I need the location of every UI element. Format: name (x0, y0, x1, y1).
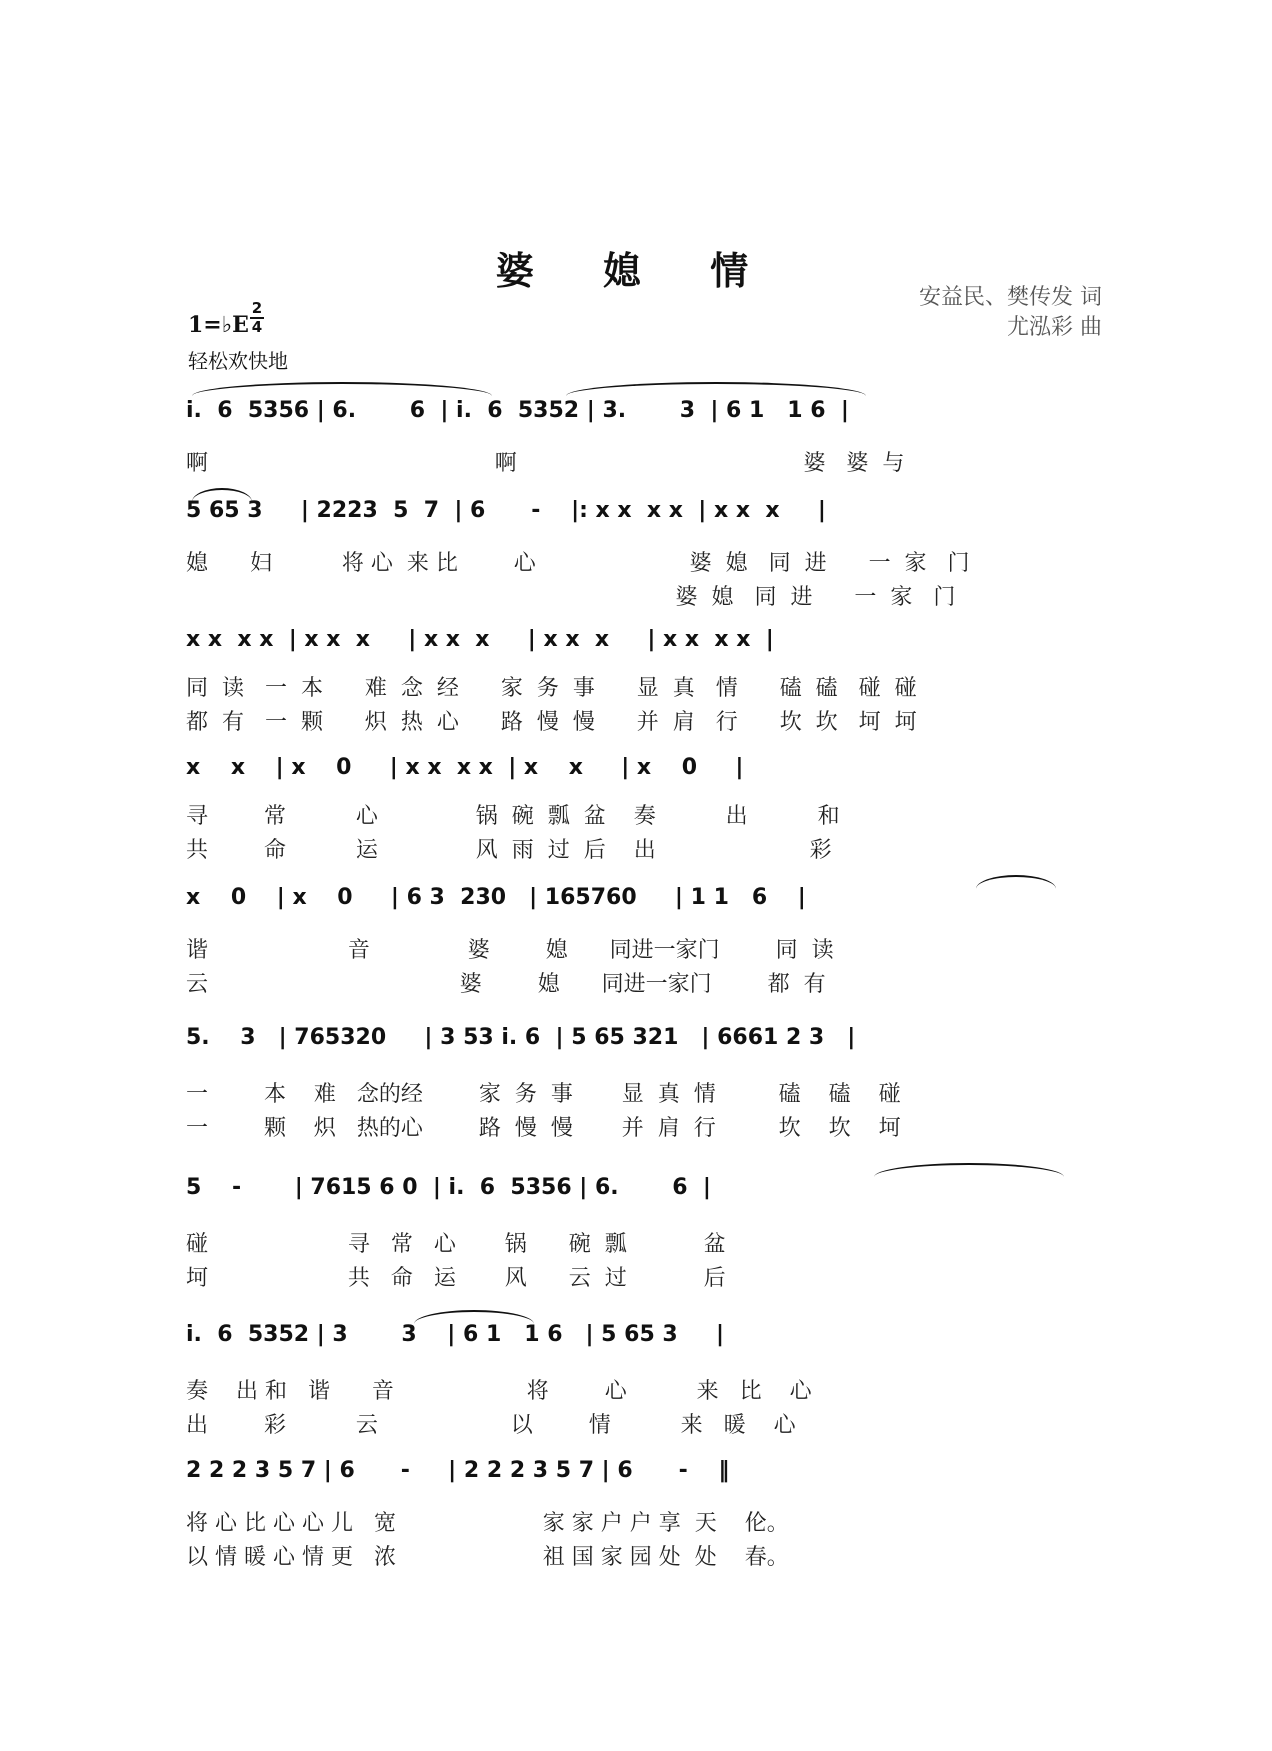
notation-line: x 0 | x 0 | 6 3 230 | 165760 | 1 1 6 | (186, 885, 806, 910)
lyrics-verse-2: 坷 共 命 运 风 云 过 后 (186, 1266, 726, 1291)
lyrics-verse-2: 一 颗 炽 热的心 路 慢 慢 并 肩 行 坎 坎 坷 (186, 1116, 901, 1141)
notation-line: 5. 3 | 765320 | 3 53 i. 6 | 5 65 321 | 6661 2 3 | (186, 1025, 856, 1050)
notation-line: x x | x 0 | x x x x | x x | x 0 | (186, 755, 744, 780)
lyrics-verse-1: 将 心 比 心 心 儿 宽 家 家 户 户 享 天 伦。 (186, 1511, 789, 1536)
lyrics-verse-1: 一 本 难 念的经 家 务 事 显 真 情 磕 磕 碰 (186, 1082, 901, 1107)
lyrics-verse-1: 同 读 一 本 难 念 经 家 务 事 显 真 情 磕 磕 碰 碰 (186, 676, 917, 701)
notation-line: i. 6 5356 | 6. 6 | i. 6 5352 | 3. 3 | 6 1 1 6 | (186, 398, 849, 423)
lyrics-verse-1: 碰 寻 常 心 锅 碗 瓢 盆 (186, 1232, 726, 1257)
lyrics-verse-2: 都 有 一 颗 炽 热 心 路 慢 慢 并 肩 行 坎 坎 坷 坷 (186, 710, 917, 735)
lyrics-verse-1: 媳 妇 将 心 来 比 心 婆 媳 同 进 一 家 门 (186, 551, 970, 576)
lyrics-verse-2: 出 彩 云 以 情 来 暖 心 (186, 1413, 796, 1438)
key-signature: 1=♭E (188, 312, 249, 338)
slur (566, 382, 866, 396)
notation-line: i. 6 5352 | 3 3 | 6 1 1 6 | 5 65 3 | (186, 1322, 725, 1347)
song-title: 婆 媳 情 (495, 248, 777, 293)
notation-line: 2 2 2 3 5 7 | 6 - | 2 2 2 3 5 7 | 6 - ‖ (186, 1458, 730, 1483)
notation-line: 5 - | 7615 6 0 | i. 6 5356 | 6. 6 | (186, 1175, 711, 1200)
lyrics-verse-2: 以 情 暖 心 情 更 浓 祖 国 家 园 处 处 春。 (186, 1545, 789, 1570)
lyrics-verse-2: 婆 媳 同 进 一 家 门 (186, 585, 956, 610)
lyrics-verse-2: 云 婆 媳 同进一家门 都 有 (186, 972, 826, 997)
lyrics-verse-1: 奏 出 和 谐 音 将 心 来 比 心 (186, 1379, 812, 1404)
notation-line: x x x x | x x x | x x x | x x x | x x x x | (186, 627, 774, 652)
tempo-marking: 轻松欢快地 (188, 349, 288, 373)
lyrics-verse-1: 谐 音 婆 媳 同进一家门 同 读 (186, 938, 834, 963)
lyrics-verse-2: 共 命 运 风 雨 过 后 出 彩 (186, 838, 832, 863)
slur (192, 382, 492, 396)
composer-credit: 尤泓彩 曲 (1007, 315, 1102, 340)
time-signature: 2 4 (251, 299, 263, 336)
notation-line: 5 65 3 | 2223 5 7 | 6 - |: x x x x | x x x | (186, 498, 826, 523)
lyrics-verse-1: 寻 常 心 锅 碗 瓢 盆 奏 出 和 (186, 804, 840, 829)
lyricist-credit: 安益民、樊传发 词 (919, 285, 1102, 310)
lyrics-verse-1: 啊 啊 婆 婆 与 (186, 451, 905, 476)
